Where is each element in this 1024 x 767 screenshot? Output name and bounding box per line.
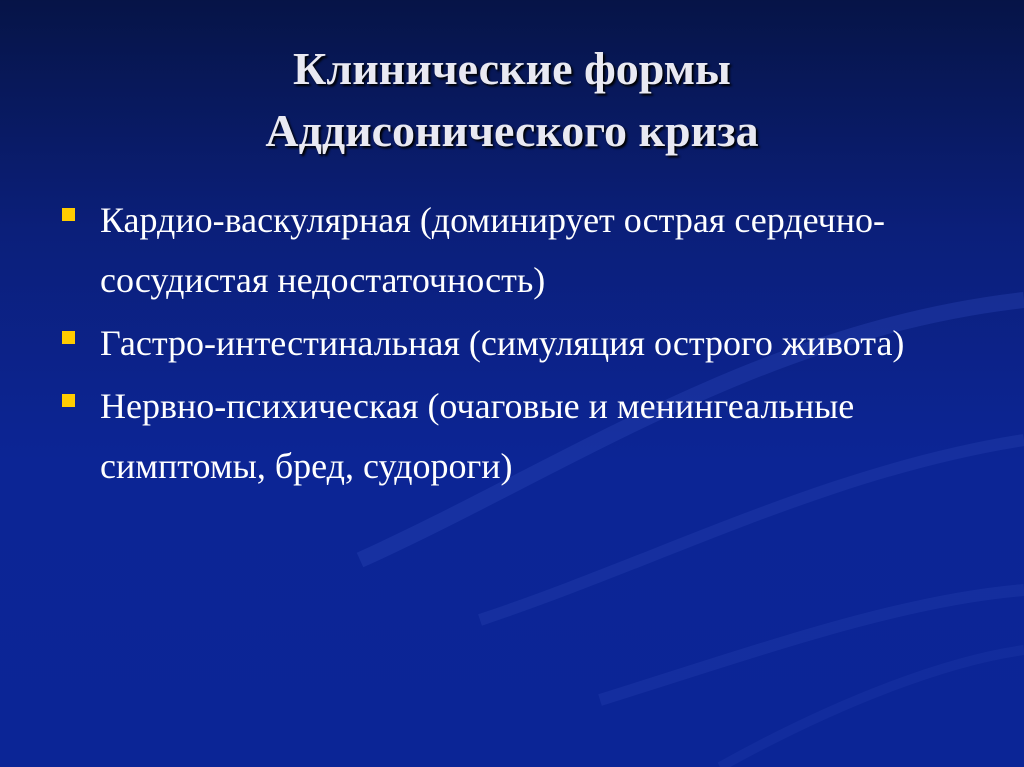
bullet-item-cardiovascular	[60, 190, 960, 310]
square-bullet-icon	[62, 331, 75, 344]
bullet-text: Гастро-интестинальная (симуляция острого живота)	[100, 323, 905, 363]
slide-title-line-1: Клинические формы	[293, 43, 731, 94]
slide-title-line-2: Аддисонического криза	[265, 105, 759, 156]
bullet-text: Нервно-психическая (очаговые и менингеальные симптомы, бред, судороги)	[100, 386, 855, 486]
bullet-item-neuropsychiatric	[60, 376, 960, 496]
square-bullet-icon	[62, 394, 75, 407]
square-bullet-icon	[62, 208, 75, 221]
bullet-item-gastrointestinal	[60, 313, 960, 373]
bullet-text: Кардио-васкулярная (доминирует острая сердечно-сосудистая недостаточность)	[100, 200, 886, 300]
slide-title	[0, 38, 1024, 162]
bullet-list	[60, 190, 960, 499]
